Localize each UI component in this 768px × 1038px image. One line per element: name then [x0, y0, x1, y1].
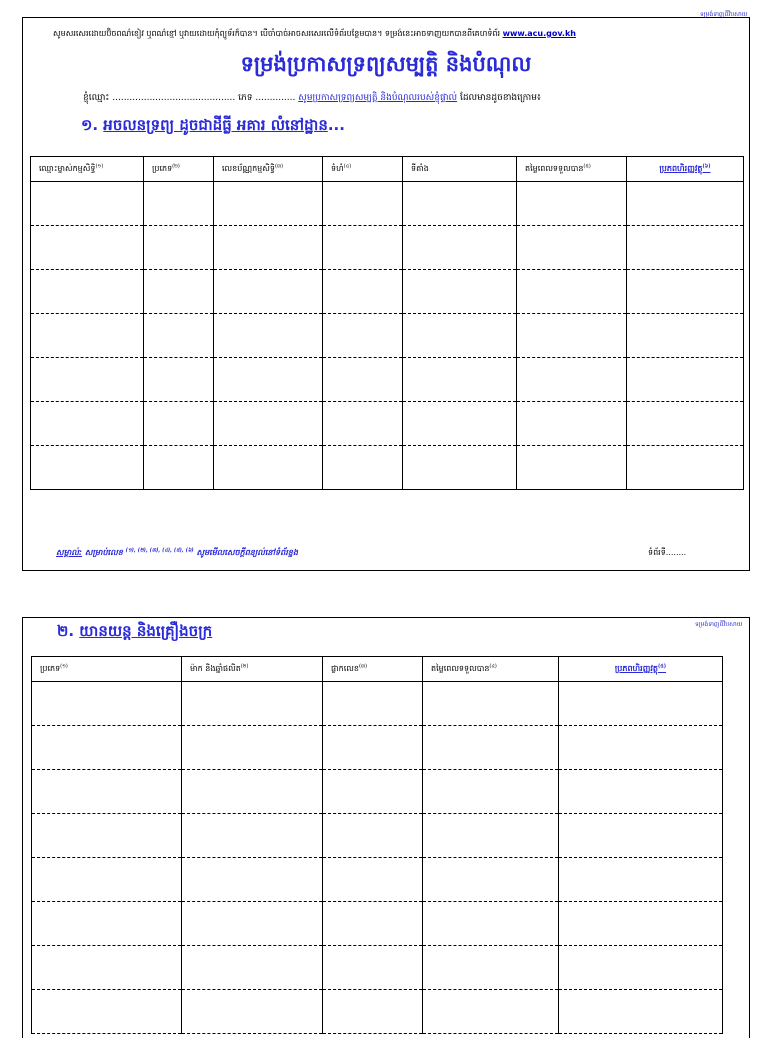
table-row: [32, 990, 723, 1034]
column-header-label: តម្លៃពេលទទួលបាន: [525, 164, 584, 173]
table-row: [32, 814, 723, 858]
table-cell[interactable]: [559, 902, 723, 946]
column-header: [182, 657, 323, 682]
table-cell[interactable]: [323, 682, 423, 726]
table-cell[interactable]: [182, 858, 323, 902]
column-header-ref: (១): [60, 663, 68, 670]
section-1-heading: អចលនទ្រព្យ ដូចជាដីធ្លី អគារ លំនៅដ្ឋាន: [103, 116, 328, 134]
table-cell[interactable]: [559, 858, 723, 902]
table-cell[interactable]: [323, 402, 403, 446]
section-1-number: ១.: [81, 116, 99, 134]
column-header-label: ម៉ាក និងឆ្នាំផលិត: [190, 664, 241, 673]
table-row: [31, 182, 744, 226]
table-row: [32, 858, 723, 902]
corner-label: ទម្រង់ទាញពីវិបសាយ: [700, 11, 748, 18]
column-header-ref: (៤): [343, 163, 352, 170]
table-cell[interactable]: [559, 946, 723, 990]
table-cell[interactable]: [214, 314, 323, 358]
column-header-ref: (២): [240, 663, 249, 670]
table-cell[interactable]: [182, 726, 323, 770]
table-cell[interactable]: [423, 770, 559, 814]
column-header: [323, 157, 403, 182]
instruction-text: [53, 28, 576, 40]
table-cell[interactable]: [144, 314, 214, 358]
table-row: [31, 446, 744, 490]
table-cell[interactable]: [423, 902, 559, 946]
table-cell[interactable]: [323, 358, 403, 402]
table-cell[interactable]: [403, 226, 517, 270]
table-cell[interactable]: [182, 902, 323, 946]
table-cell[interactable]: [182, 770, 323, 814]
table-cell[interactable]: [31, 402, 144, 446]
instruction-body: សូមសរសេរដោយប៊ិចពណ៌ខៀវ ឬពណ៌ខ្មៅ ឬវាយដោយកុំព្យូទ័រក៏បាន។ បើចាំបាច់អាចសរសេរលើទំព័របន្ថែមបាន។ ទម្រង់នេះអាចទាញយកបានពីគេហទំព័រ: [53, 29, 501, 38]
table-cell[interactable]: [32, 726, 182, 770]
column-header: [32, 657, 182, 682]
section-2-title: [57, 622, 212, 644]
column-header: [214, 157, 323, 182]
column-header-label: តម្លៃពេលទទួលបាន: [431, 664, 490, 673]
page-number: ទំព័រទី........: [648, 548, 687, 557]
table-cell[interactable]: [403, 402, 517, 446]
table-cell[interactable]: [403, 270, 517, 314]
column-header-ref: (៣): [358, 663, 368, 670]
table-cell[interactable]: [403, 314, 517, 358]
column-header-ref: (៥): [583, 163, 591, 170]
table-cell[interactable]: [517, 182, 627, 226]
form-page-2: [22, 617, 750, 1038]
table-cell[interactable]: [214, 182, 323, 226]
section-2-number: ២.: [57, 622, 75, 640]
table-cell[interactable]: [32, 814, 182, 858]
column-header-label: ប្រភពហិរញ្ញវត្ថុ: [659, 164, 703, 173]
table-cell[interactable]: [323, 446, 403, 490]
note-tail: សូមមើលសេចក្តីពន្យល់នៅទំព័រខ្នង: [196, 548, 298, 557]
table-cell[interactable]: [323, 770, 423, 814]
column-header: [323, 657, 423, 682]
table-cell[interactable]: [423, 726, 559, 770]
note-text: សម្រាប់លេខ: [84, 548, 123, 557]
table-cell[interactable]: [144, 270, 214, 314]
table-cell[interactable]: [323, 902, 423, 946]
table-cell[interactable]: [31, 226, 144, 270]
table-row: [32, 902, 723, 946]
column-header: [31, 157, 144, 182]
table-cell[interactable]: [182, 814, 323, 858]
table-cell[interactable]: [214, 358, 323, 402]
table-cell[interactable]: [423, 814, 559, 858]
table-row: [32, 726, 723, 770]
table-cell[interactable]: [182, 682, 323, 726]
real-estate-table: [30, 156, 744, 490]
table-row: [32, 682, 723, 726]
column-header-ref: (១): [95, 163, 104, 170]
column-header: [517, 157, 627, 182]
table-cell[interactable]: [144, 226, 214, 270]
table-cell[interactable]: [559, 682, 723, 726]
column-header-label: លេខប័ណ្ណកម្មសិទ្ធិ: [222, 164, 275, 173]
table-cell[interactable]: [32, 902, 182, 946]
table-row: [31, 358, 744, 402]
form-page-1: [22, 11, 750, 571]
column-header-label: ប្រភេទ: [152, 164, 173, 173]
column-header-label: ប្រភពហិរញ្ញវត្ថុ: [614, 664, 658, 673]
table-cell[interactable]: [323, 814, 423, 858]
table-cell[interactable]: [559, 814, 723, 858]
table-cell[interactable]: [559, 770, 723, 814]
declare-text: សូមប្រកាសទ្រព្យសម្បត្តិ និងបំណុលរបស់ខ្ញុំផ្ទាល់: [298, 93, 458, 103]
table-cell[interactable]: [627, 314, 744, 358]
table-cell[interactable]: [31, 446, 144, 490]
table-cell[interactable]: [323, 990, 423, 1034]
column-header-ref: (៦): [702, 163, 711, 170]
section-1-title: [81, 116, 345, 138]
column-header-label: ទីតាំង: [411, 164, 429, 173]
table-row: [31, 402, 744, 446]
corner-label-2: ទម្រង់ទាញពីវិបសាយ: [695, 621, 743, 628]
table-cell[interactable]: [627, 358, 744, 402]
section-2-heading: យានយន្ត និងគ្រឿងចក្រ: [79, 622, 213, 640]
table-cell[interactable]: [144, 358, 214, 402]
note-refs: (១), (២), (៣), (៤), (៥), (៦): [125, 547, 194, 554]
column-header-ref: (៤): [489, 663, 497, 670]
table-cell[interactable]: [627, 446, 744, 490]
table-cell[interactable]: [627, 226, 744, 270]
table-row: [31, 314, 744, 358]
table-cell[interactable]: [423, 682, 559, 726]
table-cell[interactable]: [323, 270, 403, 314]
table-cell[interactable]: [517, 402, 627, 446]
table-row: [32, 770, 723, 814]
table-cell[interactable]: [31, 358, 144, 402]
column-header-label: ផ្លាកលេខ: [331, 664, 359, 673]
form-title: ទម្រង់ប្រកាសទ្រព្យសម្បត្តិ និងបំណុល: [240, 52, 532, 76]
table-row: [32, 946, 723, 990]
after-text: ដែលមានដូចខាងក្រោម៖: [459, 93, 541, 103]
note-label: សម្គាល់:: [56, 548, 83, 557]
column-header-label: ទំហំ: [331, 164, 344, 173]
declarant-line: [83, 92, 541, 105]
table-cell[interactable]: [403, 446, 517, 490]
column-header: [423, 657, 559, 682]
table-cell[interactable]: [31, 314, 144, 358]
table-cell[interactable]: [32, 990, 182, 1034]
table-cell[interactable]: [214, 226, 323, 270]
table-cell[interactable]: [182, 946, 323, 990]
table-cell[interactable]: [323, 314, 403, 358]
table-cell[interactable]: [559, 726, 723, 770]
table-cell[interactable]: [32, 858, 182, 902]
table-cell[interactable]: [323, 226, 403, 270]
table-cell[interactable]: [214, 270, 323, 314]
table-cell[interactable]: [517, 270, 627, 314]
table-cell[interactable]: [214, 446, 323, 490]
table-cell[interactable]: [32, 682, 182, 726]
table-cell[interactable]: [214, 402, 323, 446]
table-cell[interactable]: [32, 946, 182, 990]
column-header-ref: (៥): [657, 663, 667, 670]
table-cell[interactable]: [559, 990, 723, 1034]
table-cell[interactable]: [144, 446, 214, 490]
table-cell[interactable]: [144, 402, 214, 446]
table-cell[interactable]: [627, 402, 744, 446]
table-row: [31, 226, 744, 270]
table-cell[interactable]: [403, 358, 517, 402]
table-cell[interactable]: [517, 358, 627, 402]
sex-label: ភេទ: [238, 93, 253, 103]
column-header-ref: (២): [172, 163, 180, 170]
table-cell[interactable]: [31, 182, 144, 226]
table-cell[interactable]: [423, 858, 559, 902]
name-label: ខ្ញុំឈ្មោះ: [83, 93, 110, 103]
table-cell[interactable]: [323, 946, 423, 990]
column-header: [144, 157, 214, 182]
footnote: [56, 547, 298, 559]
column-header-label: ប្រភេទ: [40, 664, 61, 673]
name-field[interactable]: ...........................................: [112, 93, 236, 103]
column-header: [627, 157, 744, 182]
table-row: [31, 270, 744, 314]
table-cell[interactable]: [423, 990, 559, 1034]
table-cell[interactable]: [423, 946, 559, 990]
table-cell[interactable]: [403, 182, 517, 226]
table-cell[interactable]: [517, 446, 627, 490]
table-cell[interactable]: [517, 314, 627, 358]
table-cell[interactable]: [323, 182, 403, 226]
table-cell[interactable]: [517, 226, 627, 270]
column-header: [559, 657, 723, 682]
vehicles-table: [31, 656, 723, 1034]
column-header-label: ឈ្មោះម្ចាស់កម្មសិទ្ធិ: [39, 164, 96, 173]
table-cell[interactable]: [323, 858, 423, 902]
table-cell[interactable]: [182, 990, 323, 1034]
table-cell[interactable]: [323, 726, 423, 770]
table-cell[interactable]: [32, 770, 182, 814]
section-1-ellipsis: ...: [327, 116, 345, 134]
table-cell[interactable]: [31, 270, 144, 314]
column-header-ref: (៣): [274, 163, 284, 170]
website-link[interactable]: www.acu.gov.kh: [502, 29, 576, 38]
column-header: [403, 157, 517, 182]
table-cell[interactable]: [144, 182, 214, 226]
table-cell[interactable]: [627, 270, 744, 314]
table-cell[interactable]: [627, 182, 744, 226]
sex-field[interactable]: ..............: [255, 93, 296, 103]
